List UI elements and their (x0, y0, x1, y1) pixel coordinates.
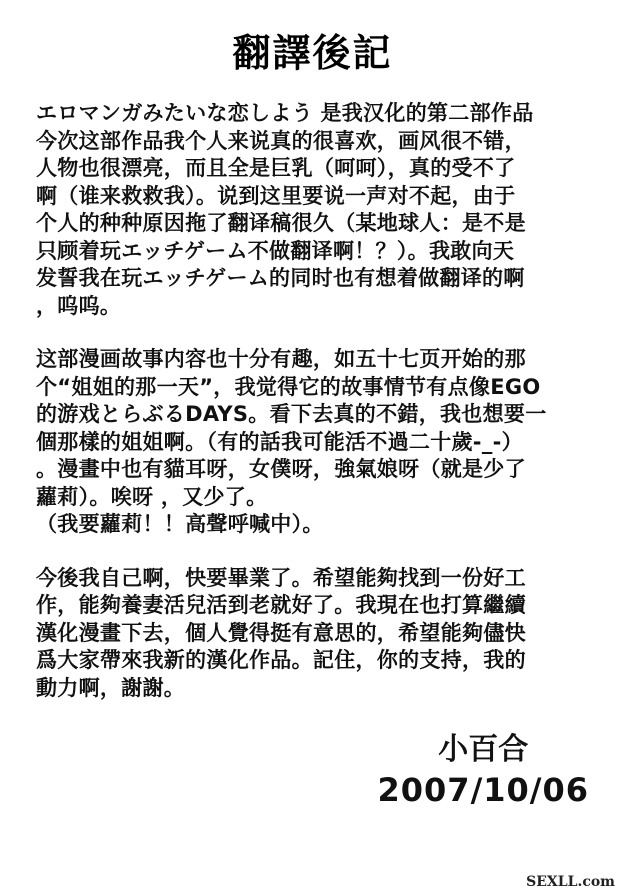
paragraph-3 (36, 565, 596, 703)
text-line: 今後我自己啊，快要畢業了。希望能夠找到一份好工 (36, 565, 526, 590)
text-line: 只顾着玩エッチゲーム不做翻译啊！？）。我敢向天 (36, 238, 515, 263)
text-line: ，呜呜。 (36, 293, 122, 318)
text-line: 蘿莉）。唉呀 ，又少了。 (36, 484, 268, 509)
text-line: 人物也很漂亮，而且全是巨乳（呵呵），真的受不了 (36, 156, 516, 180)
text-line: （我要蘿莉！！高聲呼喊中）。 (36, 512, 324, 536)
text-line: 个“姐姐的那一天”，我觉得它的故事情节有点像EGO (36, 374, 541, 399)
signature-date: 2007/10/06 (377, 771, 589, 809)
text-line: 漢化漫畫下去，個人覺得挺有意思的，希望能夠儘快 (36, 620, 526, 645)
page-title: 翻譯後記 (232, 31, 393, 75)
paragraph-2 (36, 346, 596, 539)
text-line: 個那樣的姐姐啊。（有的話我可能活不過二十歲-_-） (36, 429, 523, 454)
text-line: 今次这部作品我个人来说真的很喜欢，画风很不错， (36, 128, 526, 153)
afterword-body (36, 100, 596, 728)
text-line: 作，能夠養妻活兒活到老就好了。我現在也打算繼續 (36, 593, 526, 617)
text-line: 啊（谁来救救我）。说到这里要说一声对不起，由于 (36, 183, 516, 208)
text-line: 爲大家帶來我新的漢化作品。記住，你的支持，我的 (36, 648, 526, 672)
text-line: エロマンガみたいな恋しよう 是我汉化的第二部作品 (36, 101, 534, 125)
paragraph-1 (36, 100, 596, 320)
text-line: 的游戏とらぶるDAYS。看下去真的不錯，我也想要一 (36, 402, 547, 426)
watermark: SEXLL.com (526, 874, 615, 890)
text-line: 发誓我在玩エッチゲーム的同时也有想着做翻译的啊 (36, 266, 525, 290)
text-line: 動力啊，謝謝。 (36, 675, 186, 700)
text-line: 个人的种种原因拖了翻译稿很久（某地球人：是不是 (36, 211, 526, 235)
signature-name: 小百合 (438, 732, 529, 767)
text-line: 这部漫画故事内容也十分有趣，如五十七页开始的那 (36, 347, 526, 371)
text-line: 。漫畫中也有貓耳呀，女僕呀，強氣娘呀（就是少了 (36, 457, 526, 481)
signature-block (378, 730, 590, 810)
